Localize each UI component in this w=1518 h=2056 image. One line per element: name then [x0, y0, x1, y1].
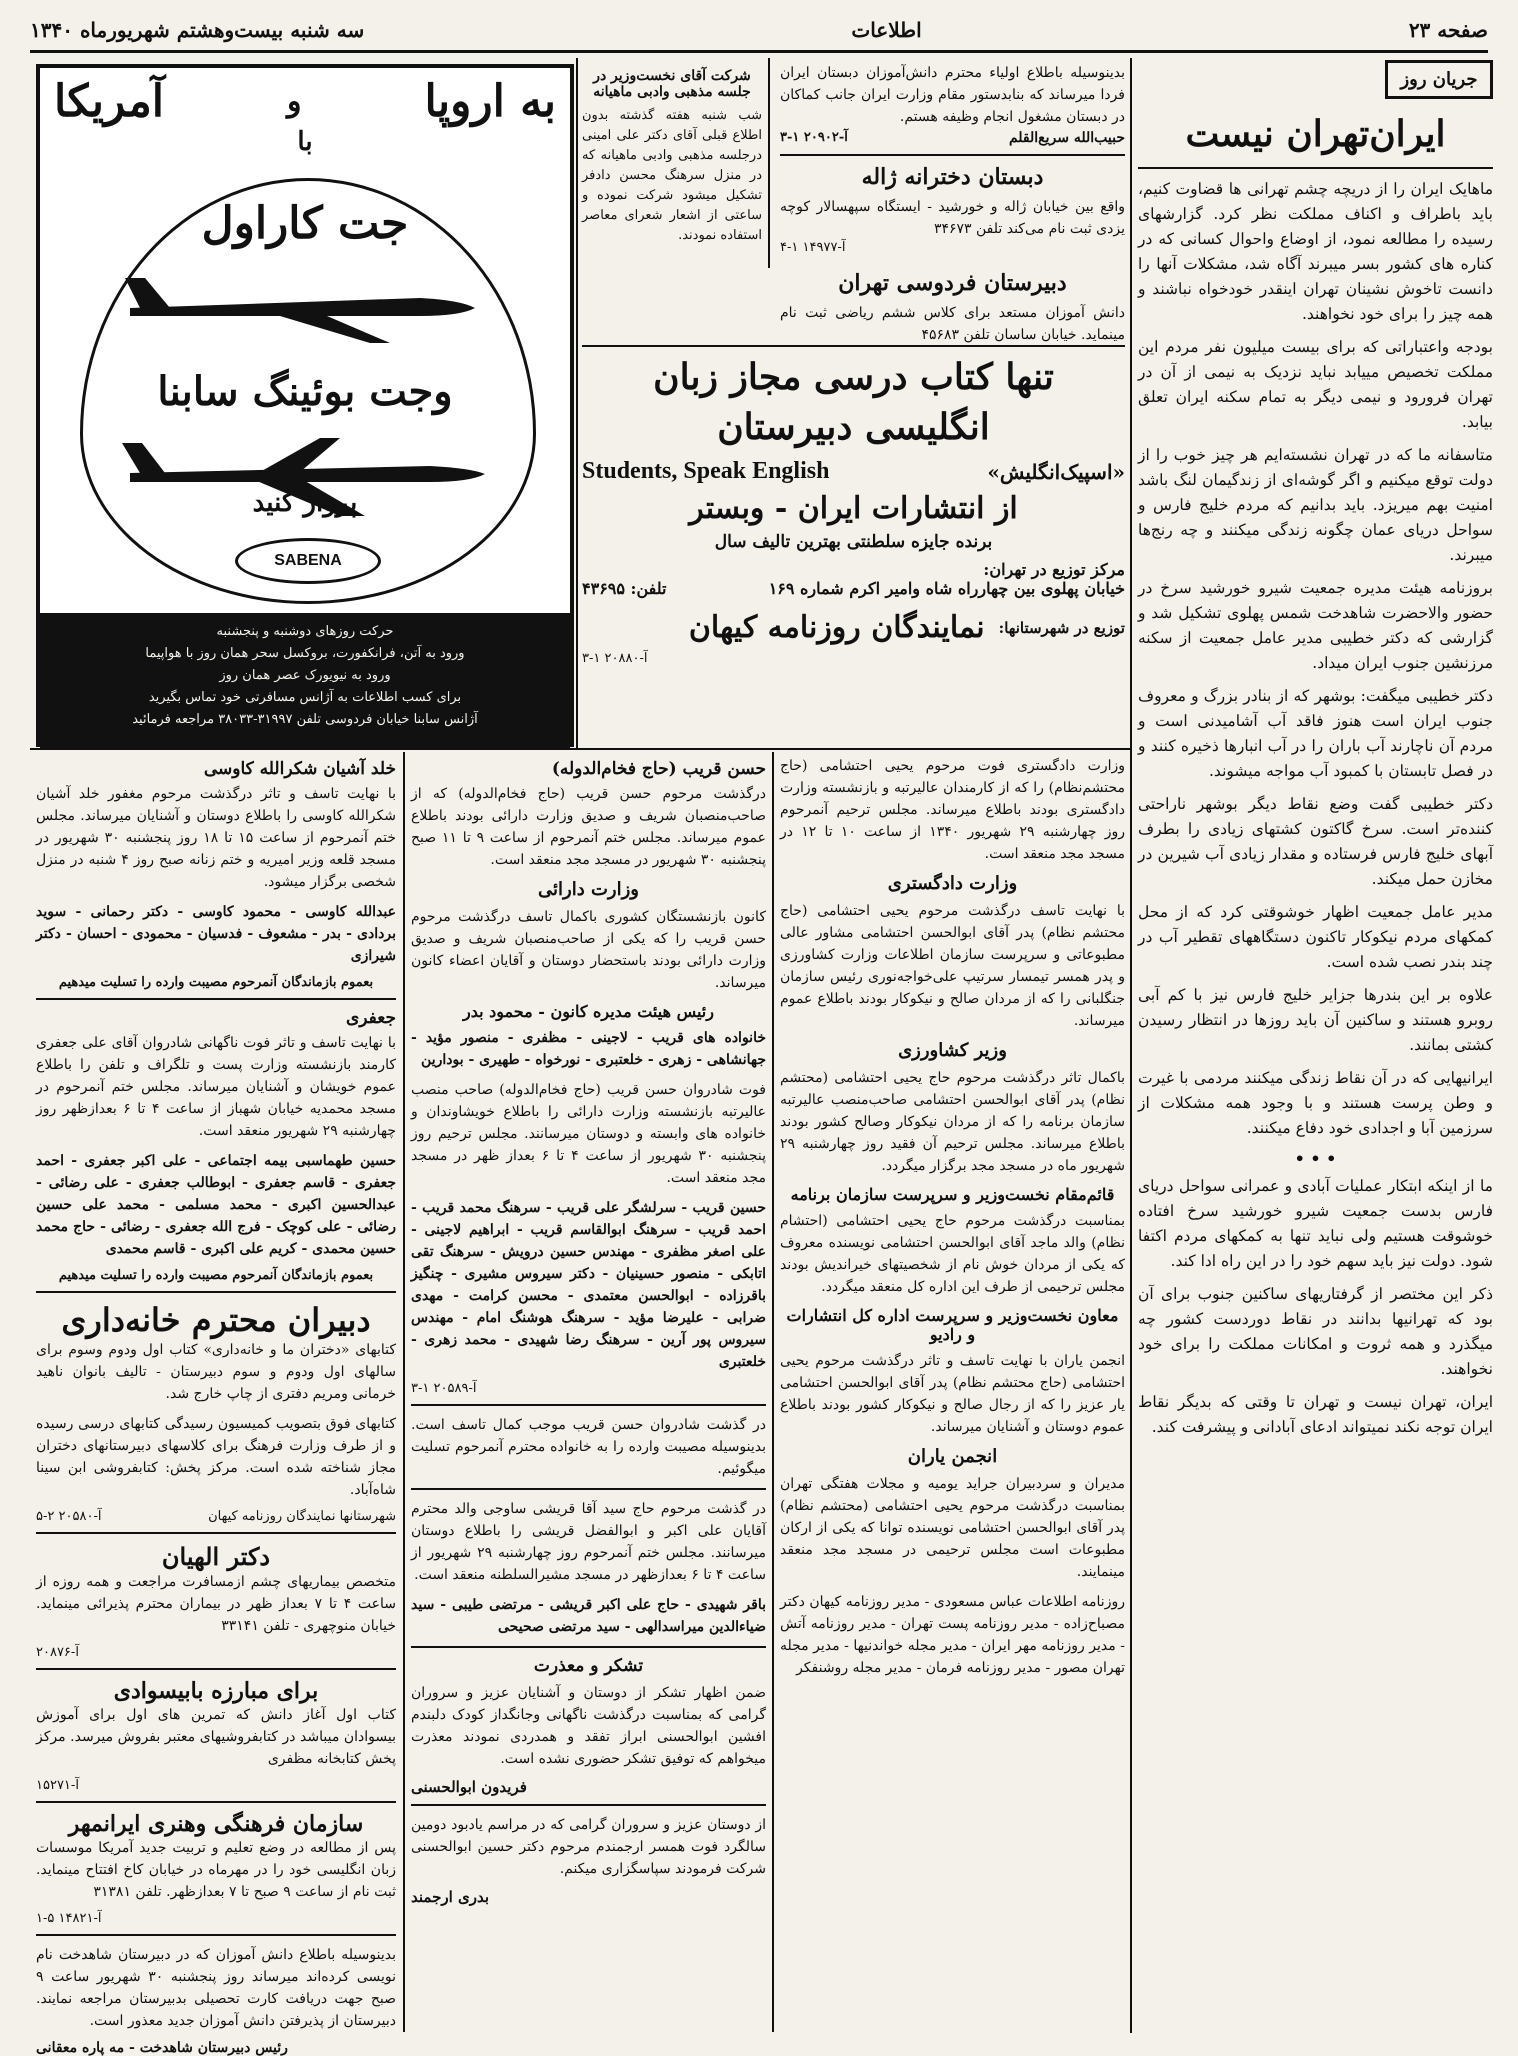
sabena-note: ورود به آتن، فرانکفورت، بروکسل سحر همان روز با هواپیما [145, 646, 465, 661]
obit-text: درگذشت مرحوم حسن قریب (حاج فخام‌الدوله) که از صاحب‌منصبان شریف و صدیق وزارت دارائی بودند باطلاع عموم میرساند. مجلس ختم آنمرحوم از ساعت ۹ تا ۱۱ صبح پنجشنبه ۳۰ شهریور در مسجد مجد منعقد است. [411, 786, 767, 868]
ad-heading: دکتر الهیان [161, 1542, 271, 1571]
caravelle-plane-icon [120, 258, 490, 348]
ad-code: آ-۲۰۵۸۹ ۱-۳ [411, 1381, 477, 1396]
sabena-caravelle: جت کاراول [201, 198, 409, 249]
ad-text: متخصص بیماریهای چشم ازمسافرت مراجعت و همه روزه از ساعت ۴ تا ۷ بعداز ظهر در بیماران محترم پذیرائی مینماید. خیابان منوچهری - تلفن ۳۳۱۴۱ [36, 1574, 396, 1634]
obituary-column [780, 755, 1125, 2030]
obit-text: بمناسبت درگذشت مرحوم حاج یحیی احتشامی (احتشام نظام) والد ماجد آقای ابوالحسن احتشامی نویسنده معروف که یکی از مردان خوش نام از شخصیتهای خیراندیش بودند مجلس ترحیمی از طرف این اداره کل منعقد میگردد. [780, 1213, 1125, 1295]
obit-text: در گذشت شادروان حسن قریب موجب کمال تاسف است. بدینوسیله مصیبت وارده را به خانواده محترم آنمرحوم تسلیت میگوئیم. [411, 1417, 766, 1477]
notice-signature: حبیب‌الله سریع‌القلم [1008, 130, 1125, 146]
book-ad-line2: انگلیسی دبیرستان [717, 406, 990, 448]
notice-text: بدینوسیله باطلاع اولیاء محترم دانش‌آموزان دبستان ایران فردا میرساند که بنابدستور مقام وزارت ایران جانب کماکان در دبستان مشغول انجام وظیفه هستم. [780, 65, 1125, 125]
pm-notice [582, 62, 762, 267]
divider [36, 1291, 396, 1293]
obit-condolence: بعموم بازماندگان آنمرحوم مصیبت وارده را تسلیت میدهیم [58, 975, 374, 990]
sabena-europe: به اروپا [424, 76, 556, 127]
editorial-paragraph: دکتر خطیبی گفت وضع نقاط دیگر بوشهر ناراحتی کننده‌تر است. سرخ گاکتون کشتهای زیادی را بطرف آبهای خلیج فارس فرستاده و مقدار زیادی آب شیرین در مخازن حمل میکند. [1138, 795, 1493, 888]
ad-text: کتابهای «دختران ما و خانه‌داری» کتاب اول ودوم وسوم برای سالهای اول ودوم و سوم دبیرستان - تالیف بانوان ناهید خرمانی ومریم دفتری از چاپ خارج شد. [36, 1342, 396, 1402]
obit-text: کانون بازنشستگان کشوری باکمال تاسف درگذشت مرحوم حسن قریب را که یکی از صاحب‌منصبان شریف و صدیق وزارت دارائی بودند باستحضار دوستان و آقایان اعضاء کانون میرساند. [411, 909, 766, 991]
ad-text: پس از مطالعه در وضع تعلیم و تربیت جدید آمریکا موسسات زبان انگلیسی خود را در مهرماه در خیابان کاخ افتتاح مینماید. ثبت نام از ساعت ۹ صبح تا ۷ بعدازظهر. تلفن ۳۱۳۸۱ [36, 1840, 396, 1900]
obit-text: مدیران و سردبیران جراید یومیه و مجلات هفتگی تهران بمناسبت درگذشت مرحوم یحیی احتشامی (محتشم نظام) پدر آقای ابوالحسن احتشامی نویسنده توانا که یکی از ارکان مطبوعات است مجلس ترحیمی در مسجد مجد منعقد مینمایند. [780, 1476, 1125, 1580]
column-rule [403, 752, 405, 2032]
sabena-and: و [287, 84, 302, 119]
editorial-paragraph: مدیر عامل جمعیت اظهار خوشوقتی کرد که از محل کمکهای مردم نیکوکار تاکنون دستگاههای تقطیر آب در چند بندر نصب شده است. [1138, 903, 1493, 971]
section-stars: • • • [1294, 1149, 1337, 1168]
sabena-ad [36, 64, 574, 747]
column-label: جریان روز [1385, 60, 1493, 99]
ad-signature: رئیس دبیرستان شاهدخت - مه پاره معقانی [36, 2040, 288, 2056]
column-rule [768, 58, 770, 268]
editorial-paragraph: بودجه واعتباراتی که برای بیست میلیون نفر مردم این مملکت تخصیص مییابد نباید نزدیک به نیمی از آن در تهران فرورود و نیمی دیگر به تمام سکنه ایران تعلق بیابد. [1138, 338, 1493, 431]
obit-text: فوت شادروان حسن قریب (حاج فخام‌الدوله) صاحب منصب عالیرتبه بازنشسته وزارت دارائی را باطلاع خویشاوندان و خانواده های وابسته و دوستان میرسانند. مجلس ترحیم روز پنجشنبه ۳۰ شهریور از ساعت ۴ تا ۶ بعداز ظهر در مسجد مجد منعقد است. [411, 1082, 767, 1186]
divider [36, 1668, 396, 1670]
divider [36, 998, 396, 1000]
sabena-with: با [297, 127, 313, 157]
obit-heading: انجمن یاران [907, 1446, 998, 1467]
masthead-page: صفحه ۲۳ [1408, 18, 1488, 42]
book-award: برنده جایزه سلطنتی بهترین تالیف سال [714, 532, 993, 552]
section-rule [582, 345, 1125, 347]
notice-text: واقع بین خیابان ژاله و خورشید - ایستگاه سپهسالار کوچه یزدی ثبت نام می‌کند تلفن ۳۴۶۷۳ [780, 199, 1125, 237]
obit-heading: رئیس هیئت مدیره کانون - محمود بدر [463, 1002, 714, 1021]
divider [36, 1801, 396, 1803]
obit-text: در گذشت مرحوم حاج سید آقا قریشی ساوجی والد محترم آقایان علی اکبر و ابوالفضل قریشی را باطلاع دوستان میرسانند. مجلس ختم آنمرحوم روز چهارشنبه ۲۹ شهریور از ساعت ۴ تا ۶ بعدازظهر در مسجد مشیرالسلطنه منعقد است. [411, 1501, 766, 1583]
ad-code: آ-۲۰۸۷۶ [36, 1645, 79, 1660]
divider [36, 1934, 396, 1936]
column-rule [772, 752, 774, 2032]
editorial-paragraph: متاسفانه ما که در تهران نشسته‌ایم هر چیز خوب را از دولت توقع میکنیم و اگر گوشه‌ای از زندگیمان لنگ باشد امنیت بهم میریزد. باید بدانیم که مردم خلیج فارس و سواحل دریای عمان چگونه زندگی میکنند و چه رنج‌ها میبرند. [1138, 446, 1493, 564]
sabena-footer [40, 613, 570, 749]
ad-code: آ-۱۴۹۷۷ ۱-۴ [780, 240, 846, 255]
column-rule [1130, 58, 1132, 2033]
obit-heading: قائم‌مقام نخست‌وزیر و سرپرست سازمان برنامه [790, 1185, 1115, 1204]
obit-signature: بدری ارجمند [411, 1888, 490, 1906]
book-dist: نمایندگان روزنامه کیهان [688, 610, 985, 645]
sabena-boeing: وجت بوئینگ سابنا [157, 368, 453, 415]
ad-code: آ-۲۰۹۰۲ ۱-۳ [780, 130, 848, 145]
obit-heading: معاون نخست‌وزیر و سرپرست اداره کل انتشارات و رادیو [786, 1306, 1119, 1344]
sabena-fly: پرواز کنید [252, 488, 358, 518]
obit-text: انجمن یاران با نهایت تاسف و تاثر درگذشت مرحوم یحیی احتشامی (حاج محتشم نظام) پدر آقای ابوالحسن احتشامی یار عزیز را که از رجال صالح و نیکوکار کشور بودند باطلاع عموم دوستان و آشنایان میرساند. [780, 1353, 1125, 1435]
obit-heading: وزارت دادگستری [887, 873, 1018, 894]
obit-text: با نهایت تاسف درگذشت مرحوم یحیی احتشامی (حاج محتشم نظام) پدر آقای ابوالحسن احتشامی مشاور عالی مطبوعاتی و سرپرست سازمان اطلاعات وزارت کشاورزی و پدر همسر تیمسار سرتیپ علی‌خواجه‌نوری رئیس سازمان جنگلبانی را که از مردان صالح و نیکوکار بودند باطلاع عموم میرساند. [780, 903, 1125, 1029]
masthead [30, 10, 1488, 53]
notice-text: شب شنبه هفته گذشته بدون اطلاع قبلی آقای دکتر علی امینی درجلسه مذهبی وادبی ماهیانه که در منزل سرهنگ محسن دادفر تشکیل میشود شرکت نموده و ساعتی از اشعار شعرای معاصر استفاده نمودند. [582, 108, 762, 243]
ad-note: شهرستانها نمایندگان روزنامه کیهان [208, 1509, 396, 1524]
obit-heading: وزارت دارائی [537, 879, 639, 900]
notice-title: دبیرستان فردوسی تهران [838, 270, 1067, 296]
book-dist-label: توزیع در شهرستانها: [998, 618, 1125, 637]
ad-code: آ-۱۵۲۷۱ [36, 1778, 79, 1793]
obituary-column [411, 755, 766, 2030]
obit-text: وزارت دادگستری فوت مرحوم یحیی احتشامی (حاج محتشم‌نظام) را که از کارمندان عالیرتبه و بازنشسته وزارت دادگستری بودند باطلاع میرساند. مجلس ترحیم آنمرحوم روز چهارشنبه ۲۹ شهریور ۱۳۴۰ از ساعت ۱۰ تا ۱۲ در مسجد مجد منعقد است. [780, 758, 1126, 862]
book-phone: تلفن: ۴۳۶۹۵ [582, 579, 667, 598]
ad-code: آ-۲۰۸۸۰ ۱-۳ [582, 651, 648, 666]
ad-text: کتابهای فوق بتصویب کمیسیون رسیدگی کتابهای درسی رسیده و از طرف وزارت فرهنگ برای کلاسهای دبیرستانهای دختران مجاز شناخته شده است. مرکز پخش: کتابفروشی ابن سینا شاه‌آباد. [36, 1416, 396, 1498]
divider [411, 1488, 766, 1490]
book-center-label: مرکز توزیع در تهران: [983, 560, 1125, 579]
book-english-title: Students, Speak English [582, 458, 830, 484]
divider [36, 1532, 396, 1534]
sabena-note: آژانس سابنا خیابان فردوسی تلفن ۳۱۹۹۷-۳۸۰۳۳ مراجعه فرمائید [132, 712, 478, 727]
obit-heading: تشکر و معذرت [533, 1656, 644, 1676]
editorial-column [1138, 60, 1493, 2035]
ad-code: آ-۱۴۸۲۱ ۵-۱ [36, 1911, 102, 1926]
obit-condolence: بعموم بازماندگان آنمرحوم مصیبت وارده را تسلیت میدهیم [58, 1268, 374, 1283]
book-center-address: خیابان پهلوی بین چهارراه شاه وامیر اکرم شماره ۱۶۹ [768, 579, 1125, 598]
ad-text: بدینوسیله باطلاع دانش آموزان که در دبیرستان شاهدخت نام نویسی کرده‌اند میرساند روز پنجشنبه ۳۰ شهریور ساعت ۹ صبح جهت دریافت کارت تحصیلی بدبیرستان مراجعه نمایند. دبیرستان از پذیرفتن دانش آموزان جدید معذور است. [36, 1947, 397, 2029]
divider [1138, 167, 1493, 169]
obit-text: از دوستان عزیز و سروران گرامی که در مراسم یادبود دومین سالگرد فوت همسر ارجمندم مرحوم دکتر حسین ابوالحسنی شرکت فرمودند سپاسگزاری میکنم. [411, 1817, 766, 1877]
divider [411, 1404, 766, 1406]
book-persian-title: «اسپیک‌انگلیش» [987, 459, 1125, 484]
obit-heading: حسن قریب (حاج فخام‌الدوله) [551, 759, 766, 779]
divider [411, 1646, 766, 1648]
obit-signature: فریدون ابوالحسنی [411, 1778, 527, 1796]
obit-text: حسین قریب - سرلشگر علی قریب - سرهنگ محمد قریب - احمد قریب - سرهنگ ابوالقاسم قریب - ابراهیم لاجینی - علی اصغر مظفری - مهندس حسین درویش - سرهنگ تقی اتابکی - منصور حسینیان - دکتر سیروس مشیری - چنگیز باقرزاده - ابوالحسن معتمدی - محسن کرامت - مهدی ضرابی - علیرضا مؤید - سرهنگ هوشنگ امام - مهندس سیروس پور آرین - سرهنگ رضا شهیدی - محمد زهری - خلعتبری [411, 1200, 766, 1370]
book-publisher: از انتشارات ایران - وبستر [689, 491, 1018, 526]
book-ad-line1: تنها کتاب درسی مجاز زبان [653, 356, 1054, 398]
divider [780, 154, 1125, 156]
obit-text: با نهایت تاسف و تاثر فوت ناگهانی شادروان آقای علی جعفری کارمند بازنشسته وزارت پست و تلگراف و تلفن را باطلاع عموم خویشان و آشنایان میرساند. مجلس ختم آنمرحوم در مسجد محمدیه خیابان شهباز از ساعت ۴ تا ۶ بعدازظهر روز چهارشنبه ۲۹ شهریور منعقد است. [36, 1035, 397, 1139]
editorial-paragraph: ایرانیهایی که در آن نقاط زندگی میکنند مردمی با غیرت و وطن پرست هستند و با وجود همه مشکلات از سرزمین آبا و اجدادی خود دفاع میکنند. [1138, 1069, 1493, 1137]
book-ad [582, 352, 1125, 742]
sabena-note: حرکت روزهای دوشنبه و پنجشنبه [216, 624, 394, 639]
editorial-paragraph: ماهایک ایران را از دریچه چشم تهرانی ها قضاوت کنیم، باید باطراف و اکناف مملکت نظر کرد. گزارشهای رسیده را مطالعه نمود، از اوضاع واحوال کسانی که در کناره های کشور بسر میبرند آگاه شد، مشکلات آنها را دانست تاخوش نشینان تهران اینقدر خودخواه نباشند و همه چیز را برای خود نخواهند. [1138, 180, 1493, 323]
obit-text: باقر شهیدی - حاج علی اکبر قریشی - مرتضی طیبی - سید ضیاءالدین میراسدالهی - سید مرتضی صحیحی [411, 1597, 766, 1635]
ad-code: آ-۲۰۵۸۰ ۲-۵ [36, 1509, 102, 1524]
obit-heading: وزیر کشاورزی [898, 1040, 1007, 1061]
sabena-note: برای کسب اطلاعات به آژانس مسافرتی خود تماس بگیرید [148, 690, 462, 705]
editorial-paragraph: بروزنامه هیئت مدیره جمعیت شیرو خورشید سرخ در حضور والاحضرت شاهدخت شمس پهلوی تشکیل شد و گزارشی که دکتر خطیبی مدیر عامل جمعیت از سکنه مرزنشین جنوب ایران میداد. [1138, 579, 1493, 672]
sabena-note: ورود به نیویورک عصر همان روز [219, 668, 391, 683]
editorial-paragraph: ایران، تهران نیست و تهران تا وقتی که بدیگر نقاط ایران توجه نکند نمیتواند ادعای آبادانی و پیشرفت کند. [1138, 1393, 1493, 1436]
notice-block [780, 62, 1125, 267]
sabena-america: آمریکا [54, 76, 165, 127]
obit-heading: جعفری [346, 1008, 396, 1028]
ad-heading: سازمان فرهنگی وهنری ایرانمهر [68, 1811, 364, 1837]
masthead-date: سه شنبه بیست‌وهشتم شهریورماه ۱۳۴۰ [30, 18, 365, 42]
editorial-paragraph: دکتر خطیبی میگفت: بوشهر که از بنادر بزرگ و معروف جنوب ایران است هنوز فاقد آب آشامیدنی است و مردم آن ناچارند آب باران را در آب انبارها ذخیره کنند و در فصل تابستان با کمبود آب مواجه میشوند. [1138, 687, 1493, 780]
obit-text: ضمن اظهار تشکر از دوستان و آشنایان عزیز و سروران گرامی که بمناسبت درگذشت ناگهانی وجانگداز کودک دلبندم افشین ابوالحسنی ابراز تفقد و همدردی نمودند معذرت میخواهم که توفیق تشکر حضوری نشده است. [411, 1685, 766, 1767]
obit-text: حسین طهماسبی بیمه اجتماعی - علی اکبر جعفری - احمد جعفری - قاسم جعفری - ابوطالب جعفری - علی رضائی - عبدالحسین اکبری - محمد مسلمی - محمد علی حسین رضائی - علی کوچک - فرج الله جعفری - رضائی - حاج محمد حسین محمدی - کریم علی اکبری - قاسم محمدی [36, 1153, 396, 1257]
obit-text: روزنامه اطلاعات عباس مسعودی - مدیر روزنامه کیهان دکتر مصباح‌زاده - مدیر روزنامه پست تهران - مدیر روزنامه آتش - مدیر روزنامه مهر ایران - مدیر مجله خواندنیها - مدیر مجله تهران مصور - مدیر روزنامه فرمان - مدیر مجله روشنفکر [780, 1594, 1125, 1676]
ad-heading: دبیران محترم خانه‌داری [61, 1301, 371, 1339]
editorial-title: ایران‌تهران نیست [1185, 113, 1446, 155]
obit-text: باکمال تاثر درگذشت مرحوم حاج یحیی احتشامی (محتشم نظام) پدر آقای ابوالحسن احتشامی صاحب‌منصب عالیرتبه سازمان برنامه را که از مردان نیکوکار وصالح کشور بودند باطلاع میرساند. مجلس ترحیم آن فقید روز چهارشنبه ۲۹ شهریور ماه در مسجد مجد برگزار میگردد. [780, 1070, 1125, 1174]
ad-heading: برای مبارزه بابیسوادی [113, 1678, 319, 1704]
obit-text: خانواده های قریب - لاجینی - مظفری - منصور مؤید - جهانشاهی - زهری - خلعتبری - نورخواه - طهیری - بودارین [411, 1030, 766, 1068]
notice-text: دانش آموزان مستعد برای کلاس ششم ریاضی ثبت نام مینماید. خیابان ساسان تلفن ۴۵۶۸۳ [780, 305, 1125, 343]
obit-text: با نهایت تاسف و تاثر درگذشت مرحوم مغفور خلد آشیان شکرالله کاوسی را باطلاع دوستان و آشنایان میرساند. مجلس ختم آنمرحوم از ساعت ۱۵ تا ۱۸ روز پنجشنبه ۳۰ شهریور در مسجد قلعه وزیر امیریه و ختم زنانه صبح روز ۴ شنبه در منزل شخصی برگزار میشود. [36, 786, 396, 890]
divider [411, 1804, 766, 1806]
notice-block [780, 270, 1125, 343]
editorial-paragraph: ذکر این مختصر از گرفتاریهای ساکنین جنوب برای آن بود که تهرانیها بدانند در نقاط دوردست کشور چه میگذرد و همه ثروت و امکانات مملکت را برای خود نخواهند. [1138, 1285, 1493, 1378]
sabena-logo: SABENA [235, 538, 381, 584]
obit-heading: خلد آشیان شکرالله کاوسی [203, 759, 396, 779]
obituary-column [36, 755, 397, 2056]
notice-title: شرکت آقای نخست‌وزیر در جلسه مذهبی وادبی ماهیانه [593, 68, 751, 100]
obit-text: عبدالله کاوسی - محمود کاوسی - دکتر رحمانی - سوید بردادی - بدر - مشعوف - فدسیان - محمودی - احسان - دکتر شیرازی [36, 904, 396, 964]
column-rule [576, 58, 578, 748]
editorial-paragraph: ما از اینکه ابتکار عملیات آبادی و عمرانی سواحل دریای فارس بدست جمعیت شیرو خورشید سرخ افتاده خوشوقت هستیم ولی نباید تنها به کمکهای مردم اکتفا شود. دولت نیز باید سهم خود را در این راه ادا کند. [1138, 1177, 1493, 1270]
masthead-paper: اطلاعات [851, 18, 922, 42]
editorial-paragraph: علاوه بر این بندرها جزایر خلیج فارس نیز با کم آبی روبرو هستند و ساکنین آن باید روزها در انتظار رسیدن کشتی بمانند. [1138, 986, 1493, 1054]
notice-title: دبستان دخترانه ژاله [861, 164, 1044, 190]
ad-text: کتاب اول آغاز دانش که تمرین های اول برای آموزش بیسوادان میباشد در کتابفروشیهای معتبر بفروش میرسد. مرکز پخش کتابخانه مظفری [36, 1707, 396, 1767]
